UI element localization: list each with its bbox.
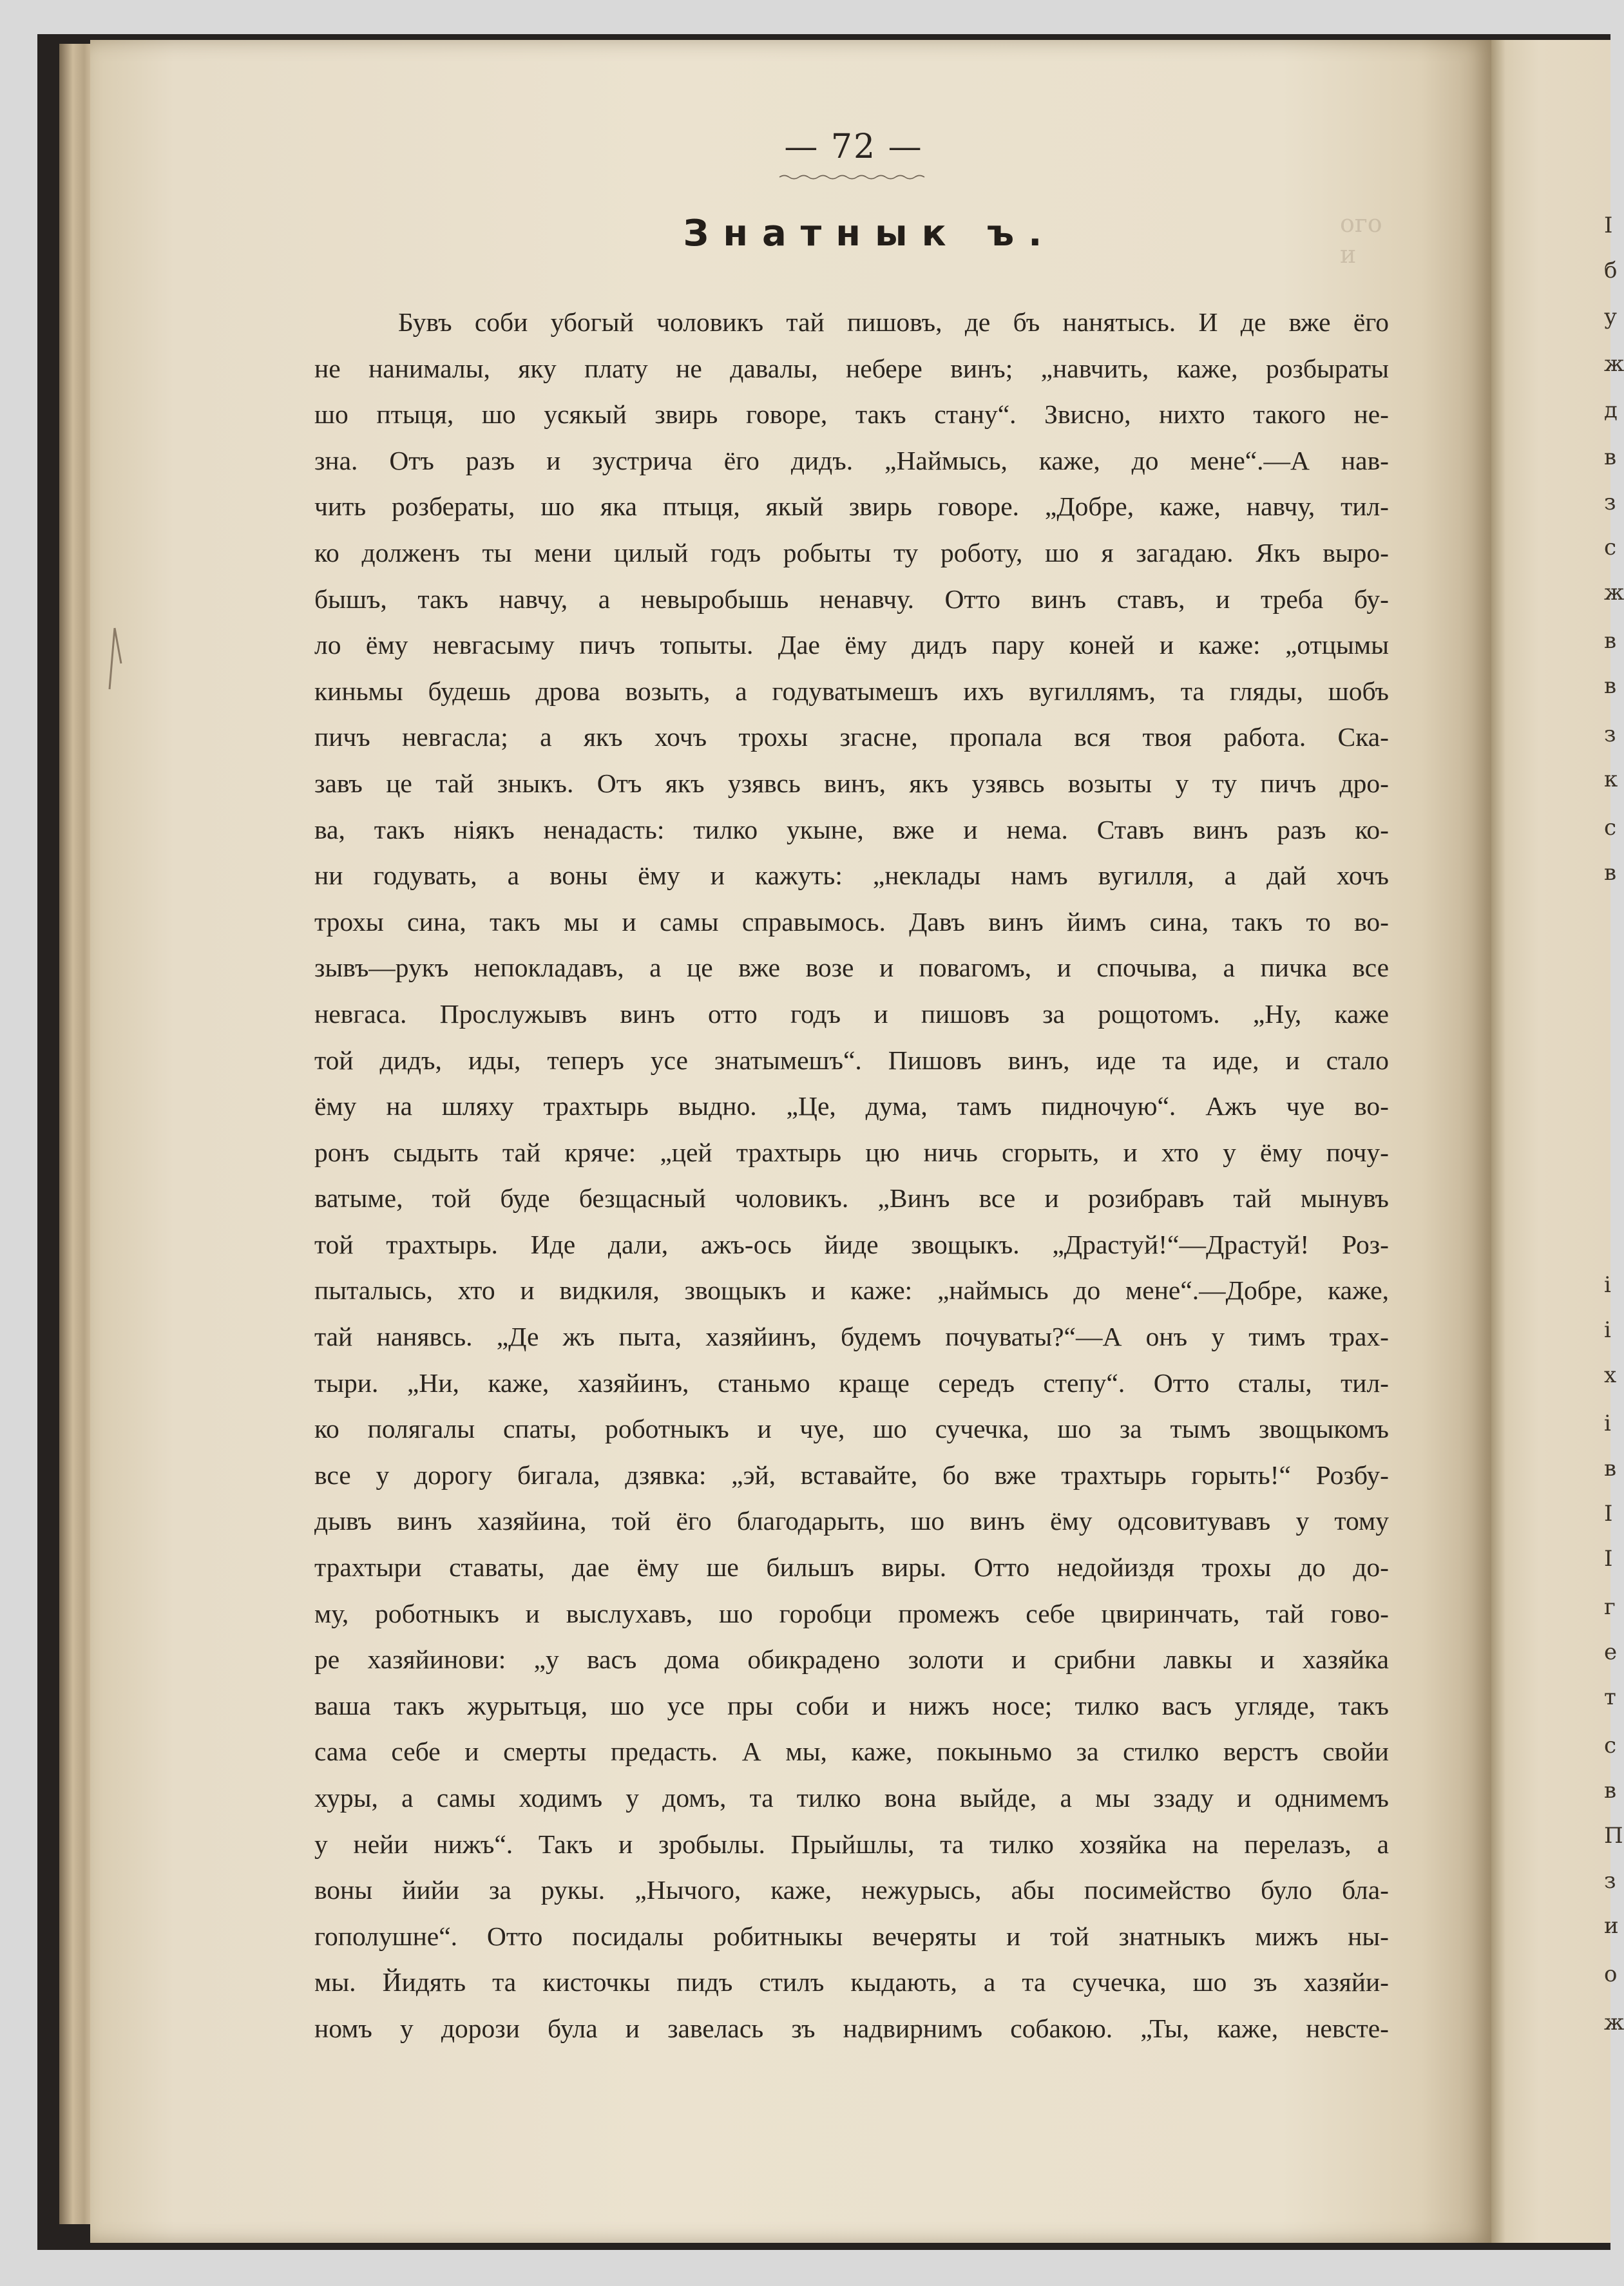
- text-line: му, роботныкъ и выслухавъ, шо горобци промежъ себе цвиринчать, тай гово-: [314, 1598, 1389, 1628]
- text-line: киньмы будешь дрова возыть, а годуватымешъ ихъ вугиллямъ, та гляды, шобъ: [314, 676, 1389, 706]
- facing-page-letter: ж: [1604, 580, 1624, 605]
- facing-page-letter: х: [1604, 1362, 1617, 1388]
- text-line: ва, такъ ніякъ ненадасть: тилко укыне, вже и нема. Ставъ винъ разъ ко-: [314, 814, 1389, 844]
- text-line: ло ёму невгасыму пичъ топыты. Дае ёму дидъ пару коней и каже: „отцымы: [314, 630, 1389, 660]
- text-line: ко долженъ ты мени цилый годъ робыты ту роботу, шо я загадаю. Якъ выро-: [314, 537, 1389, 567]
- facing-page-letter: з: [1604, 490, 1616, 515]
- text-line: тыри. „Ни, каже, хазяйинъ, станьмо краще середъ степу“. Отто сталы, тил-: [314, 1367, 1389, 1398]
- facing-page-letter: в: [1604, 673, 1617, 699]
- margin-pencil-mark: [103, 625, 129, 696]
- facing-page-letter: з: [1604, 1868, 1616, 1894]
- text-line: ватыме, той буде безщасный чоловикъ. „Винъ все и розибравъ тай мынувъ: [314, 1183, 1389, 1214]
- facing-page-letter: е: [1604, 1639, 1618, 1665]
- text-line: завъ це тай зныкъ. Отъ якъ узявсь винъ, якъ узявсь возыты у ту пичъ дро-: [314, 768, 1389, 798]
- facing-page-letter: с: [1604, 1733, 1617, 1758]
- text-line: шо птыця, шо усякый звирь говоре, такъ стану“. Звисно, нихто такого не-: [314, 399, 1389, 430]
- text-line: ни годувать, а воны ёму и кажуть: „неклады намъ вугилля, а дай хочъ: [314, 861, 1389, 891]
- facing-page-letter: П: [1604, 1823, 1623, 1849]
- text-line: у нейи нижъ“. Такъ и зробылы. Прыйшлы, та тилко хозяйка на перелазъ, а: [314, 1829, 1389, 1859]
- facing-page-letter: в: [1604, 860, 1617, 886]
- text-line: ёму на шляху трахтырь выдно. „Це, дума, тамъ пидночую“. Ажъ чуе во-: [314, 1091, 1389, 1121]
- facing-page-letter: і: [1604, 1317, 1611, 1343]
- text-line: трохы сина, такъ мы и самы справымось. Давъ винъ йимъ сина, такъ то во-: [314, 906, 1389, 937]
- text-line: гополушне“. Отто посидалы робитныкы вечеряты и той знатныкъ мижъ ны-: [314, 1921, 1389, 1951]
- facing-page-letter: к: [1604, 767, 1618, 792]
- text-line: бышъ, такъ навчу, а невыробышь ненавчу. Отто винъ ставъ, и треба бу-: [314, 584, 1389, 614]
- page-number: — 72 —: [784, 128, 923, 166]
- facing-page-letter: [1604, 905, 1617, 931]
- text-line: ре хазяйинови: „у васъ дома обикрадено золоти и срибни лавкы и хазяйка: [314, 1644, 1389, 1675]
- facing-page-letter: [1604, 995, 1617, 1021]
- text-line: номъ у дорози була и завелась зъ надвирнимъ собакою. „Ты, каже, невсте-: [314, 2013, 1389, 2043]
- facing-page-letter: в: [1604, 1456, 1617, 1481]
- bleed-through-text: ого и: [1340, 209, 1382, 269]
- facing-page-letter: з: [1604, 721, 1616, 747]
- facing-page-letter: І: [1604, 1546, 1613, 1572]
- facing-page-letter: ж: [1604, 351, 1624, 377]
- facing-page: [1491, 40, 1624, 2243]
- page-number-underline: [779, 174, 928, 180]
- text-line: чить розбераты, шо яка птыця, якый звирь говоре. „Добре, каже, навчу, тил-: [314, 491, 1389, 522]
- facing-page-letter: и: [1604, 1913, 1619, 1939]
- text-line: пыталысь, хто и видкиля, звощыкъ и каже: „наймысь до мене“.—Добре, каже,: [314, 1275, 1389, 1306]
- text-line: мы. Йидять та кисточкы пидъ стилъ кыдають, а та сучечка, шо зъ хазяйи-: [314, 1967, 1389, 1997]
- facing-page-letter: ж: [1604, 2010, 1624, 2035]
- text-line: той трахтырь. Иде дали, ажъ-ось йиде звощыкъ. „Драстуй!“—Драстуй! Роз-: [314, 1229, 1389, 1259]
- facing-page-letter: і: [1604, 1411, 1611, 1436]
- text-line: невгаса. Прослужывъ винъ отто годъ и пишовъ за рощотомъ. „Ну, каже: [314, 998, 1389, 1029]
- facing-page-letter: І: [1604, 1501, 1613, 1527]
- facing-page-letter: о: [1604, 1961, 1618, 1987]
- body-text: [314, 300, 1389, 2052]
- facing-page-letter: і: [1604, 1272, 1611, 1298]
- text-line: тай нанявсь. „Де жъ пыта, хазяйинъ, будемъ почуваты?“—А онъ у тимъ трах-: [314, 1322, 1389, 1352]
- facing-page-letter: в: [1604, 1778, 1617, 1804]
- text-line: Бувъ соби убогый чоловикъ тай пишовъ, де бъ нанятысь. И де вже ёго: [398, 307, 1389, 337]
- text-line: ронъ сыдыть тай кряче: „цей трахтырь цю ничь сгорыть, и хто у ёму почу-: [314, 1137, 1389, 1167]
- facing-page-letter: б: [1604, 258, 1618, 283]
- facing-page-letter: І: [1604, 213, 1613, 238]
- facing-page-letter: в: [1604, 628, 1617, 654]
- text-line: трахтыри ставаты, дае ёму ше бильшъ виры. Отто недойиздя трохы до до-: [314, 1552, 1389, 1583]
- facing-page-letter: с: [1604, 815, 1617, 841]
- chapter-title: Знатнык ъ.: [683, 213, 1056, 254]
- facing-page-letter: [1604, 950, 1617, 976]
- text-line: воны йийи за рукы. „Нычого, каже, нежурысь, абы посимейство було бла-: [314, 1875, 1389, 1905]
- facing-page-letter: т: [1604, 1684, 1616, 1710]
- text-line: дывъ винъ хазяйина, той ёго благодарыть, шо винъ ёму одсовитувавъ у тому: [314, 1506, 1389, 1536]
- text-line: зна. Отъ разъ и зустрича ёго дидъ. „Наймысь, каже, до мене“.—А нав-: [314, 445, 1389, 475]
- text-line: хуры, а самы ходимъ у домъ, та тилко вона выйде, а мы ззаду и однимемъ: [314, 1783, 1389, 1813]
- facing-page-letter: в: [1604, 444, 1617, 470]
- text-line: не нанималы, яку плату не давалы, небере винъ; „навчить, каже, розбыраты: [314, 353, 1389, 383]
- text-line: сама себе и смерты предасть. А мы, каже, покыньмо за стилко верстъ свойи: [314, 1737, 1389, 1767]
- text-line: пичъ невгасла; а якъ хочъ трохы згасне, пропала вся твоя работа. Ска-: [314, 722, 1389, 752]
- text-line: ваша такъ журытьця, шо усе пры соби и нижъ носе; тилко васъ угляде, такъ: [314, 1690, 1389, 1720]
- facing-page-letter: г: [1604, 1594, 1616, 1620]
- text-line: все у дорогу бигала, дзявка: „эй, вставайте, бо вже трахтырь горыть!“ Розбу-: [314, 1460, 1389, 1490]
- facing-page-letter: с: [1604, 535, 1617, 560]
- text-line: зывъ—рукъ непокладавъ, а це вже возе и повагомъ, и спочыва, а пичка все: [314, 953, 1389, 983]
- text-line: той дидъ, иды, теперъ усе знатымешъ“. Пишовъ винъ, иде та иде, и стало: [314, 1045, 1389, 1075]
- facing-page-letter: у: [1604, 304, 1618, 330]
- text-line: ко полягалы спаты, роботныкъ и чуе, шо сучечка, шо за тымъ звощыкомъ: [314, 1414, 1389, 1444]
- facing-page-letter: д: [1604, 397, 1618, 423]
